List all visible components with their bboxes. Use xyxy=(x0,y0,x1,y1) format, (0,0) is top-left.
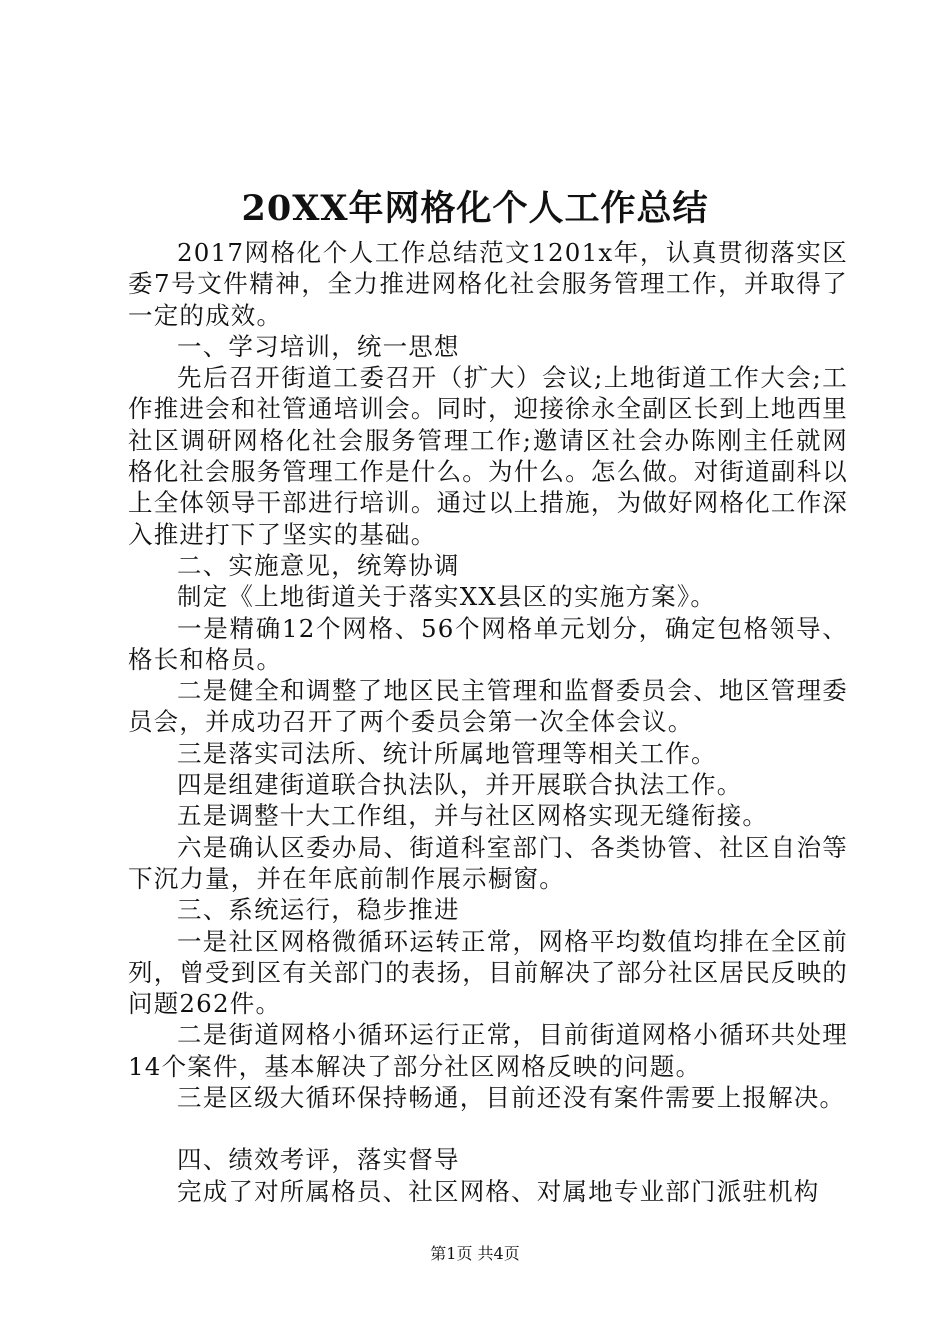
section-heading-1: 一、学习培训，统一思想 xyxy=(177,331,460,361)
document-body xyxy=(128,237,848,1207)
paragraph-training: 先后召开街道工委召开（扩大）会议;上地街道工作大会;工作推进会和社管通培训会。同时，迎接徐永全副区长到上地西里社区调研网格化社会服务管理工作;邀请区社会办陈刚主任就网格化社会服务管理工作是什么。为什么。怎么做。对街道副科以上全体领导干部进行培训。通过以上措施，为做好网格化工作深入推进打下了坚实的基础。 xyxy=(128,363,848,549)
list-item: 二是健全和调整了地区民主管理和监督委员会、地区管理委员会，并成功召开了两个委员会第一次全体会议。 xyxy=(128,676,848,737)
section-heading-3: 三、系统运行，稳步推进 xyxy=(177,895,460,925)
list-item: 四是组建街道联合执法队，并开展联合执法工作。 xyxy=(177,770,743,800)
section-heading-2: 二、实施意见，统筹协调 xyxy=(177,550,460,580)
document-title: 20XX年网格化个人工作总结 xyxy=(241,188,709,229)
list-item: 六是确认区委办局、街道科室部门、各类协管、社区自治等下沉力量，并在年底前制作展示橱窗。 xyxy=(128,832,848,893)
list-item: 三是落实司法所、统计所属地管理等相关工作。 xyxy=(177,738,717,768)
list-item: 一是精确12个网格、56个网格单元划分，确定包格领导、格长和格员。 xyxy=(128,613,848,674)
list-item: 三是区级大循环保持畅通，目前还没有案件需要上报解决。 xyxy=(177,1083,846,1113)
paragraph-plan: 制定《上地街道关于落实XX县区的实施方案》。 xyxy=(177,582,717,612)
list-item: 五是调整十大工作组，并与社区网格实现无缝衔接。 xyxy=(177,801,769,831)
list-item: 二是街道网格小循环运行正常，目前街道网格小循环共处理14个案件，基本解决了部分社区网格反映的问题。 xyxy=(128,1020,848,1081)
paragraph-intro: 2017网格化个人工作总结范文1201x年，认真贯彻落实区委7号文件精神，全力推进网格化社会服务管理工作，并取得了一定的成效。 xyxy=(128,238,848,330)
list-item: 一是社区网格微循环运转正常，网格平均数值均排在全区前列，曾受到区有关部门的表扬，目前解决了部分社区居民反映的问题262件。 xyxy=(128,926,848,1019)
section-heading-4: 四、绩效考评，落实督导 xyxy=(177,1145,460,1175)
paragraph-evaluation: 完成了对所属格员、社区网格、对属地专业部门派驻机构 xyxy=(177,1176,820,1206)
page-footer: 第1页 共4页 xyxy=(430,1244,520,1263)
